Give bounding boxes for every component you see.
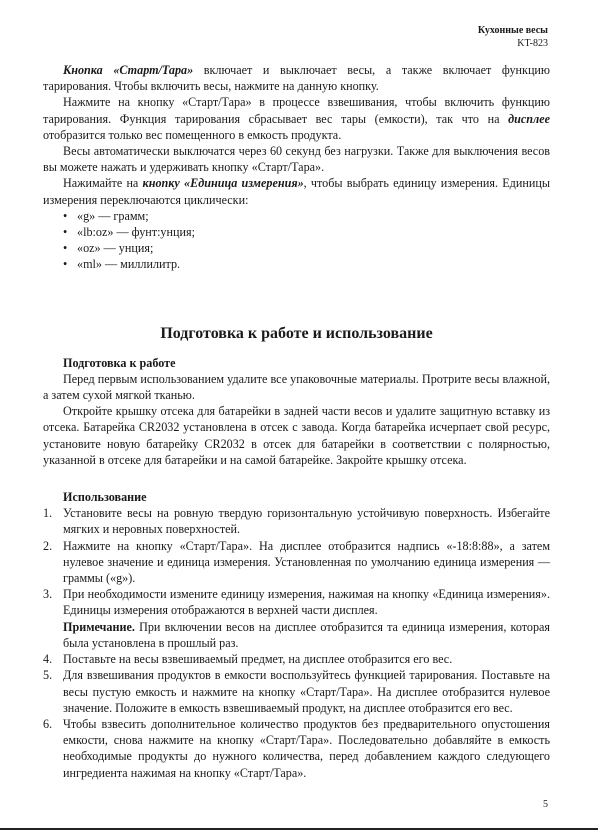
list-item: 2. Нажмите на кнопку «Старт/Тара». На дисплее отобразится надпись «-18:8:88», а затем нулевое значение и единица измерения. Установленная по умолчанию единица измерения — граммы («g»). xyxy=(43,538,550,586)
note-label: Примечание. xyxy=(63,619,135,634)
page-number: 5 xyxy=(543,799,548,810)
intro-paragraph-2: Нажмите на кнопку «Старт/Тара» в процессе взвешивания, чтобы включить функцию тарирования. Функция тарирования сбрасывает вес тары (емкости), так что на дисплее отобразится только вес помещенного в емкость продукта. xyxy=(43,95,550,142)
use-heading: Использование xyxy=(63,490,147,505)
list-item: • «ml» — миллилитр. xyxy=(63,256,550,272)
usage-steps xyxy=(43,505,550,780)
header-model: KT-823 xyxy=(517,38,548,49)
units-list xyxy=(43,208,550,273)
prep-paragraph-2: Откройте крышку отсека для батарейки в задней части весов и удалите защитную вставку из отсека. Батарейка CR2032 установлена в отсек с завода. Когда батарейка исчерпает свой ресурс, установите новую батарейку CR2032 в отсек для батарейки в соответствии с полярностью, указанной в отсеке для батарейки и на самой батарейке. Закройте крышку отсека. xyxy=(43,404,550,467)
footer-divider xyxy=(0,828,598,830)
note: Примечание. При включении весов на дисплее отобразится та единица измерения, которая была установлена в прошлый раз. xyxy=(63,619,550,650)
list-item: 4. Поставьте на весы взвешиваемый предмет, на дисплее отобразится его вес. xyxy=(43,652,453,667)
list-item: 1. Установите весы на ровную твердую горизонтальную устойчивую поверхность. Избегайте мягких и неровных поверхностей. xyxy=(43,506,550,537)
spacer xyxy=(43,468,550,489)
list-item: 5. Для взвешивания продуктов в емкости воспользуйтесь функцией тарирования. Поставьте на весы пустую емкость и нажмите на кнопку «Старт/Тара». На дисплее отобразится нулевое значение. Положите в емкость взвешиваемый продукт, на дисплее отобразится его вес. xyxy=(43,668,550,715)
section-title: Подготовка к работе и использование xyxy=(160,324,433,342)
page-content xyxy=(43,62,550,781)
unit-button-term: кнопку «Единица измерения» xyxy=(142,176,304,191)
intro-paragraph-3: Весы автоматически выключатся через 60 секунд без нагрузки. Также для выключения весов вы можете нажать и удерживать кнопку «Старт/Тара». xyxy=(43,144,550,175)
list-item: 6. Чтобы взвесить дополнительное количество продуктов без предварительного опустошения емкости, снова нажмите на кнопку «Старт/Тара». Последовательно добавляйте в емкость необходимые продукты до нужного количества, перед добавлением каждого следующего ингредиента нажимая на кнопку «Старт/Тара». xyxy=(43,716,550,780)
list-item: 3. При необходимости измените единицу измерения, нажимая на кнопку «Единица измерения». Единицы измерения отображаются в верхней части дисплея. Примечание. При включении весов на дисплее отобразится та единица измерения, которая была установлена в прошлый раз. xyxy=(43,587,550,650)
page-header xyxy=(478,24,548,50)
list-item: • «oz» — унция; xyxy=(63,240,550,256)
header-title: Кухонные весы xyxy=(477,25,548,36)
list-item: • «lb:oz» — фунт:унция; xyxy=(63,224,550,240)
prep-heading: Подготовка к работе xyxy=(63,355,176,370)
start-tare-button-term: Кнопка «Старт/Тара» xyxy=(63,63,194,77)
prep-paragraph-1: Перед первым использованием удалите все упаковочные материалы. Протрите весы влажной, а затем сухой мягкой тканью. xyxy=(43,371,550,403)
display-term: дисплее xyxy=(508,111,550,126)
list-item: • «g» — грамм; xyxy=(63,208,550,224)
intro-paragraph-1: Кнопка «Старт/Тара» включает и выключает весы, а также включает функцию тарирования. Чтобы включить весы, нажмите на данную кнопку. xyxy=(43,63,551,94)
intro-paragraph-4: Нажимайте на кнопку «Единица измерения», чтобы выбрать единицу измерения. Единицы измерения переключаются циклически: xyxy=(43,176,550,207)
